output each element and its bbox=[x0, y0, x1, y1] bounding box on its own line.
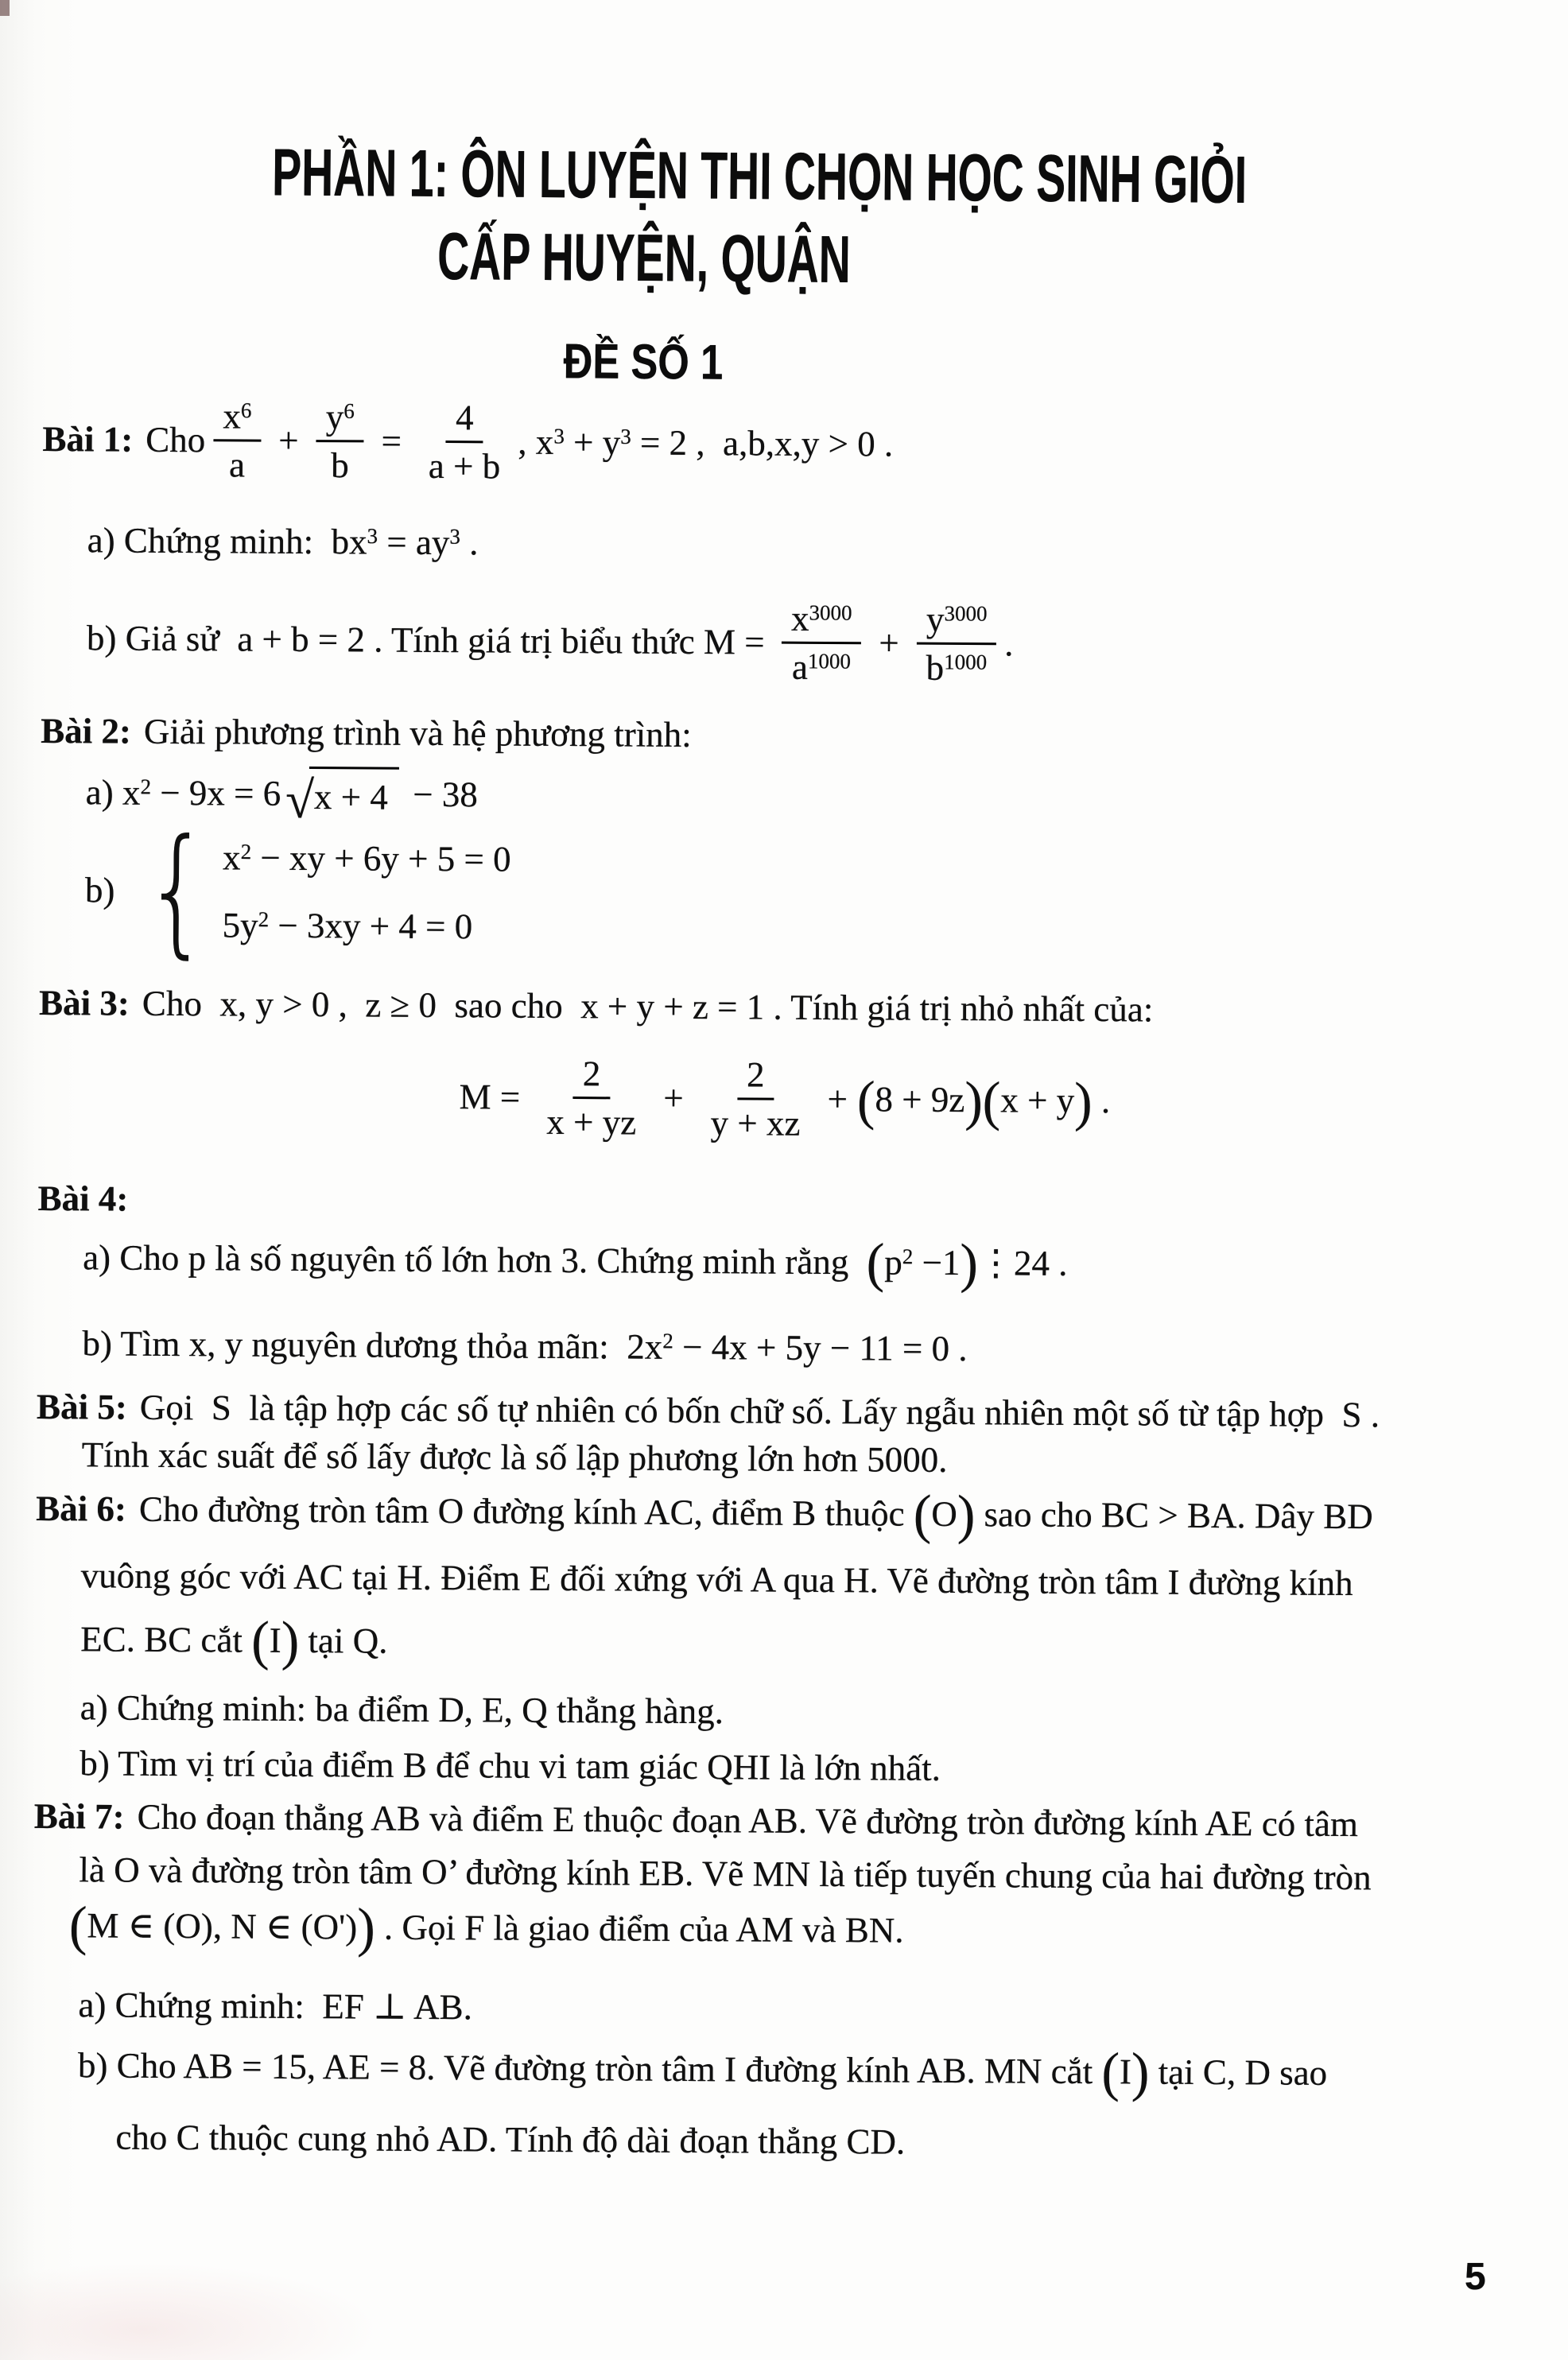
problem-6-line2 bbox=[81, 1552, 1528, 1608]
condition-text bbox=[518, 419, 893, 468]
exponent: 3000 bbox=[944, 601, 988, 626]
exponent: 3000 bbox=[809, 600, 852, 625]
question-text: a) Cho p là số nguyên tố lớn hơn 3. Chứng minh rằng bbox=[83, 1237, 867, 1283]
base: y bbox=[926, 599, 945, 639]
problem-6a bbox=[80, 1684, 1527, 1740]
system-brace: { bbox=[142, 809, 211, 972]
exponent: 2 bbox=[258, 906, 270, 931]
divisibility-symbol: ⋮ bbox=[977, 1243, 1015, 1283]
text-run: = ay bbox=[377, 522, 450, 563]
text-run: − xy + 6y + 5 = 0 bbox=[250, 837, 511, 879]
problem-7b-line2 bbox=[115, 2114, 1524, 2169]
fraction-denominator bbox=[782, 643, 860, 686]
system-equations bbox=[222, 834, 510, 949]
question-text: b) Giả sử a + b = 2 . Tính giá trị biểu thức M = bbox=[86, 618, 774, 662]
circle-I: I bbox=[269, 1620, 281, 1660]
fraction-4-ab bbox=[419, 398, 510, 486]
problem-2b bbox=[84, 809, 1533, 972]
exponent: 3 bbox=[449, 524, 461, 549]
fraction-numerator bbox=[782, 600, 862, 644]
text-run: − 3xy + 4 = 0 bbox=[268, 905, 473, 946]
plus-operator: + bbox=[879, 623, 899, 663]
fraction-denominator: y + xz bbox=[710, 1102, 801, 1143]
base: x bbox=[790, 598, 809, 639]
equation-1 bbox=[223, 834, 511, 883]
problem-6-text: Cho đường tròn tâm O đường kính AC, điểm B thuộc bbox=[138, 1489, 914, 1534]
problem-7-text: là O và đường tròn tâm O’ đường kính EB. Vẽ MN là tiếp tuyến chung của hai đường tròn bbox=[79, 1850, 1372, 1898]
fraction-2-yxz bbox=[701, 1055, 810, 1143]
problem-2-title: Giải phương trình và hệ phương trình: bbox=[143, 711, 692, 755]
question-text: tại C, D sao bbox=[1149, 2051, 1328, 2093]
fraction-2-xyz bbox=[537, 1054, 646, 1142]
problem-5-statement bbox=[37, 1384, 1529, 1439]
problem-6-line1 bbox=[36, 1484, 1528, 1546]
question-text bbox=[87, 520, 479, 562]
text-run: . bbox=[460, 522, 479, 563]
problem-7-line3 bbox=[68, 1895, 1526, 1958]
equation-2 bbox=[222, 902, 510, 950]
question-text: a) Chứng minh: ba điểm D, E, Q thẳng hàng. bbox=[80, 1687, 724, 1732]
part-title-line1: PHẦN 1: ÔN LUYỆN THI CHỌN HỌC SINH GIỎI bbox=[271, 134, 1248, 217]
text-run: 5y bbox=[222, 904, 258, 945]
text-run: − 9x = 6 bbox=[150, 772, 281, 813]
problem-7-text: Cho đoạn thẳng AB và điểm E thuộc đoạn AB. Vẽ đường tròn đường kính AE có tâm bbox=[137, 1796, 1359, 1845]
text-run: b) Tìm x, y nguyên dương thỏa mãn: 2x bbox=[82, 1323, 663, 1367]
problem-1-label: Bài 1: bbox=[42, 419, 134, 460]
exponent: 2 bbox=[902, 1244, 914, 1269]
problem-3-formula bbox=[38, 1051, 1531, 1147]
problem-2-label: Bài 2: bbox=[41, 710, 132, 751]
base: p bbox=[884, 1242, 902, 1283]
problem-2-statement bbox=[41, 708, 1533, 763]
problem-1a bbox=[87, 517, 1535, 573]
text-run: −1 bbox=[913, 1242, 961, 1283]
fraction-numerator bbox=[213, 397, 261, 441]
text-run: a) Chứng minh: bx bbox=[87, 520, 367, 562]
fraction-y6-b bbox=[316, 398, 364, 485]
problem-6-line3 bbox=[80, 1610, 1527, 1671]
problem-5-line1: Gọi S là tập hợp các số tự nhiên có bốn chữ số. Lấy ngẫu nhiên một số từ tập hợp S . bbox=[139, 1387, 1380, 1435]
exponent: 6 bbox=[343, 398, 355, 423]
problem-1b bbox=[87, 595, 1535, 690]
exponent: 2 bbox=[140, 774, 152, 798]
plus-operator: + bbox=[278, 421, 299, 461]
tangent-condition: M ∈ (O), N ∈ (O') bbox=[87, 1905, 358, 1947]
fraction-denominator: x + yz bbox=[546, 1101, 637, 1143]
text-run: , x bbox=[518, 421, 554, 463]
sentence-end: . bbox=[1092, 1081, 1111, 1121]
circle-O: O bbox=[931, 1493, 957, 1535]
text-run: a) x bbox=[85, 771, 141, 813]
radicand: x + 4 bbox=[309, 767, 399, 821]
problem-1-statement bbox=[42, 396, 1535, 492]
base: y bbox=[325, 397, 344, 437]
text-run: − 4x + 5y − 11 = 0 . bbox=[673, 1326, 968, 1369]
exponent: 3 bbox=[620, 425, 631, 449]
text-run: x bbox=[222, 837, 241, 878]
problem-5-line2 bbox=[81, 1431, 1528, 1487]
problem-1-intro: Cho bbox=[146, 420, 206, 460]
square-root bbox=[285, 767, 399, 829]
problem-7-line2 bbox=[79, 1846, 1526, 1902]
exponent: 3 bbox=[553, 424, 565, 448]
factor-1: 8 + 9z bbox=[875, 1079, 965, 1120]
m-equals: M = bbox=[459, 1077, 530, 1118]
exponent: 2 bbox=[240, 839, 252, 864]
problem-6b bbox=[80, 1740, 1527, 1795]
part-title-line2: CẤP HUYỆN, QUẬN bbox=[437, 218, 852, 297]
question-text bbox=[82, 1323, 967, 1368]
base: a bbox=[791, 646, 809, 687]
problem-4-statement bbox=[37, 1175, 1530, 1231]
exponent: 1000 bbox=[944, 649, 988, 674]
expression bbox=[884, 1239, 960, 1286]
problem-5-label: Bài 5: bbox=[36, 1386, 127, 1427]
plus-operator: + bbox=[663, 1078, 684, 1119]
equation-text: − 38 bbox=[403, 774, 478, 814]
problem-6-text: vuông góc với AC tại H. Điểm E đối xứng với A qua H. Vẽ đường tròn tâm I đường kính bbox=[80, 1555, 1353, 1604]
divisor: 24 . bbox=[1013, 1243, 1068, 1283]
problem-2a bbox=[86, 765, 1533, 828]
exponent: 3 bbox=[367, 523, 378, 549]
radical-sign: √ bbox=[285, 771, 315, 829]
problem-4b bbox=[82, 1320, 1529, 1376]
problem-6-text: sao cho BC > BA. Dây BD bbox=[975, 1494, 1373, 1537]
problem-7-line1 bbox=[34, 1793, 1527, 1849]
equals-operator: = bbox=[381, 421, 402, 462]
factor-2: x + y bbox=[1000, 1080, 1075, 1121]
question-text: a) Chứng minh: EF ⊥ AB. bbox=[78, 1985, 473, 2028]
problem-7b-line1 bbox=[77, 2041, 1525, 2103]
fraction-denominator: b bbox=[331, 444, 349, 485]
problem-4a bbox=[83, 1232, 1530, 1295]
exam-number-title: ĐỀ SỐ 1 bbox=[563, 334, 724, 390]
fraction-x3000-a1000 bbox=[782, 600, 862, 687]
base: b bbox=[926, 647, 945, 688]
fraction-x6-a bbox=[213, 397, 262, 484]
fraction-numerator bbox=[316, 398, 364, 442]
problem-6-label: Bài 6: bbox=[36, 1488, 127, 1529]
fraction-denominator: a bbox=[228, 444, 246, 485]
question-text: b) Tìm vị trí của điểm B để chu vi tam giác QHI là lớn nhất. bbox=[80, 1743, 941, 1788]
problem-5-text: Tính xác suất để số lấy được là số lập phương lớn hơn 5000. bbox=[81, 1434, 948, 1480]
plus-operator: + bbox=[827, 1079, 848, 1120]
fraction-numerator: 2 bbox=[737, 1055, 774, 1100]
text-run: + y bbox=[564, 422, 621, 463]
problem-3-statement bbox=[39, 980, 1531, 1035]
fraction-numerator: 4 bbox=[446, 398, 483, 443]
problem-7-label: Bài 7: bbox=[33, 1795, 125, 1837]
page-number: 5 bbox=[1465, 2256, 1486, 2298]
problem-4-label: Bài 4: bbox=[37, 1178, 129, 1219]
fraction-denominator bbox=[916, 644, 996, 687]
problem-3-label: Bài 3: bbox=[38, 982, 130, 1023]
fraction-numerator bbox=[917, 600, 997, 645]
item-label: b) bbox=[84, 870, 115, 910]
exponent: 6 bbox=[240, 398, 252, 423]
sentence-end: . bbox=[1004, 623, 1014, 664]
problem-3-intro: Cho x, y > 0 , z ≥ 0 sao cho x + y + z = 1 . Tính giá trị nhỏ nhất của: bbox=[142, 983, 1154, 1030]
problem-6-text: EC. BC cắt bbox=[80, 1619, 252, 1660]
fraction-denominator: a + b bbox=[428, 445, 501, 487]
fraction-y3000-b1000 bbox=[916, 600, 996, 688]
exponent: 1000 bbox=[807, 648, 852, 673]
problem-7-text: . Gọi F là giao điểm của AM và BN. bbox=[375, 1907, 904, 1950]
text-run: = 2 , a,b,x,y > 0 . bbox=[631, 422, 894, 464]
question-text: cho C thuộc cung nhỏ AD. Tính độ dài đoạn thẳng CD. bbox=[115, 2117, 906, 2162]
problem-6-text: tại Q. bbox=[299, 1620, 388, 1661]
question-text: b) Cho AB = 15, AE = 8. Vẽ đường tròn tâm I đường kính AB. MN cắt bbox=[77, 2045, 1102, 2092]
equation-system bbox=[126, 809, 511, 972]
circle-I: I bbox=[1119, 2051, 1132, 2092]
fraction-numerator: 2 bbox=[573, 1054, 611, 1099]
exponent: 2 bbox=[662, 1329, 673, 1353]
problem-7a bbox=[78, 1982, 1525, 2037]
base: x bbox=[223, 396, 242, 437]
